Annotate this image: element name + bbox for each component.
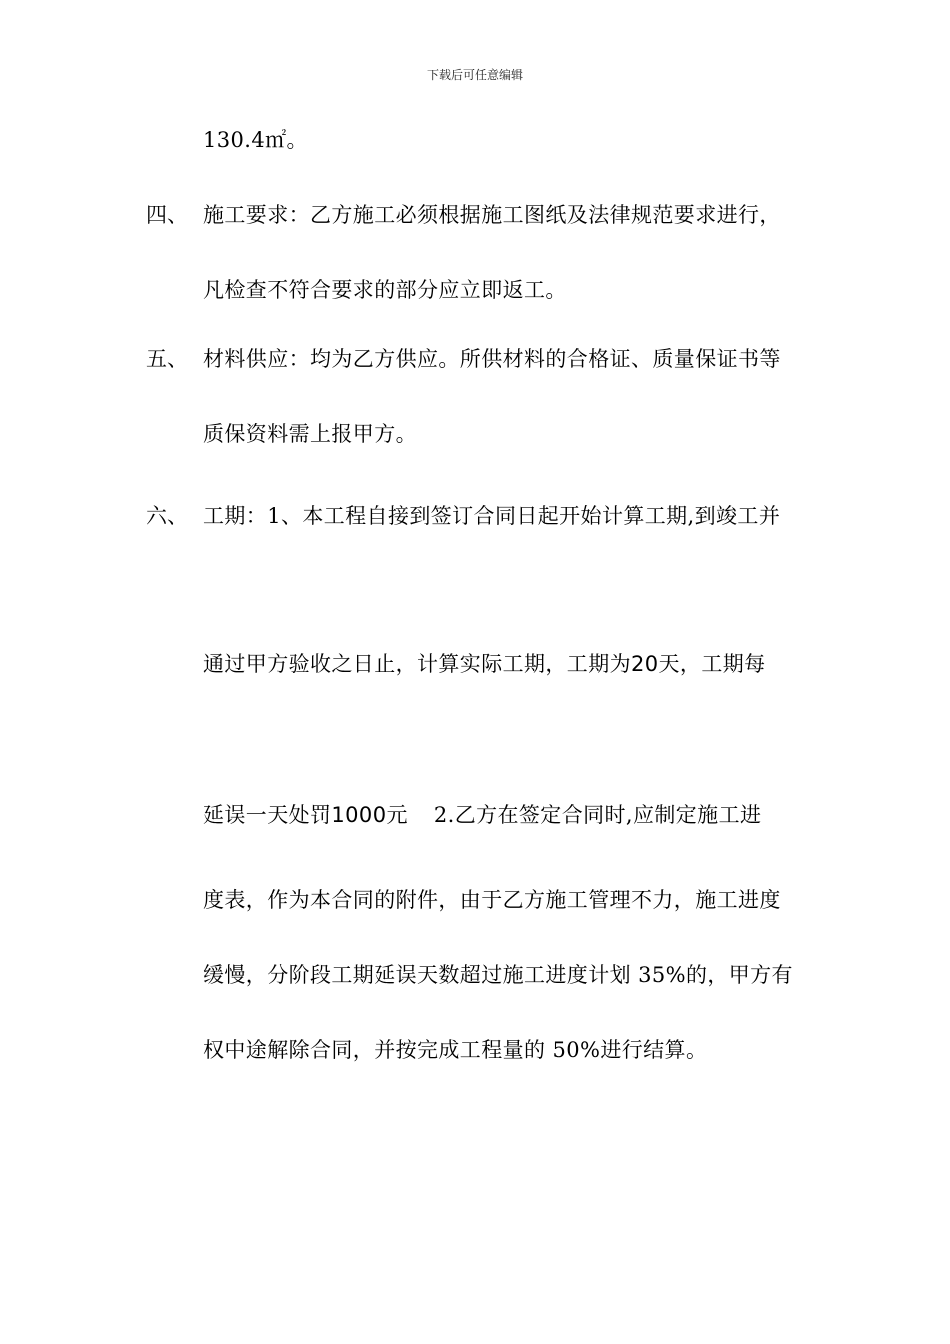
text-segment: 通过甲方验收之日止，计算实际工期，工期为 xyxy=(203,652,631,676)
text-line: 130.4㎡。 xyxy=(203,128,308,152)
section-number: 四、 xyxy=(146,203,188,227)
text-segment: 天，工期每 xyxy=(658,652,766,676)
text-line: 缓慢，分阶段工期延误天数超过施工进度计划 35%的，甲方有 xyxy=(203,963,793,987)
page-header: 下载后可任意编辑 xyxy=(426,68,523,82)
section-number: 五、 xyxy=(146,347,188,371)
penalty-value: 1000 xyxy=(331,803,387,827)
text-line: 质保资料需上报甲方。 xyxy=(203,422,417,446)
text-segment: 元 xyxy=(386,803,408,827)
text-line: 工期：1、本工程自接到签订合同日起开始计算工期,到竣工并 xyxy=(203,504,781,528)
text-line: 施工要求：乙方施工必须根据施工图纸及法律规范要求进行， xyxy=(203,203,781,227)
text-segment: 延误一天处罚 xyxy=(203,803,332,827)
section-number: 六、 xyxy=(146,504,188,528)
text-segment: 2.乙方在签定合同时,应制定施工进 xyxy=(433,803,762,827)
text-line: 材料供应：均为乙方供应。所供材料的合格证、质量保证书等 xyxy=(203,347,781,371)
duration-value: 20 xyxy=(631,652,659,676)
text-line xyxy=(203,648,766,678)
text-line xyxy=(203,799,761,829)
text-line: 权中途解除合同，并按完成工程量的 50%进行结算。 xyxy=(203,1038,708,1062)
text-line: 度表，作为本合同的附件，由于乙方施工管理不力，施工进度 xyxy=(203,888,781,912)
text-line: 凡检查不符合要求的部分应立即返工。 xyxy=(203,278,567,302)
